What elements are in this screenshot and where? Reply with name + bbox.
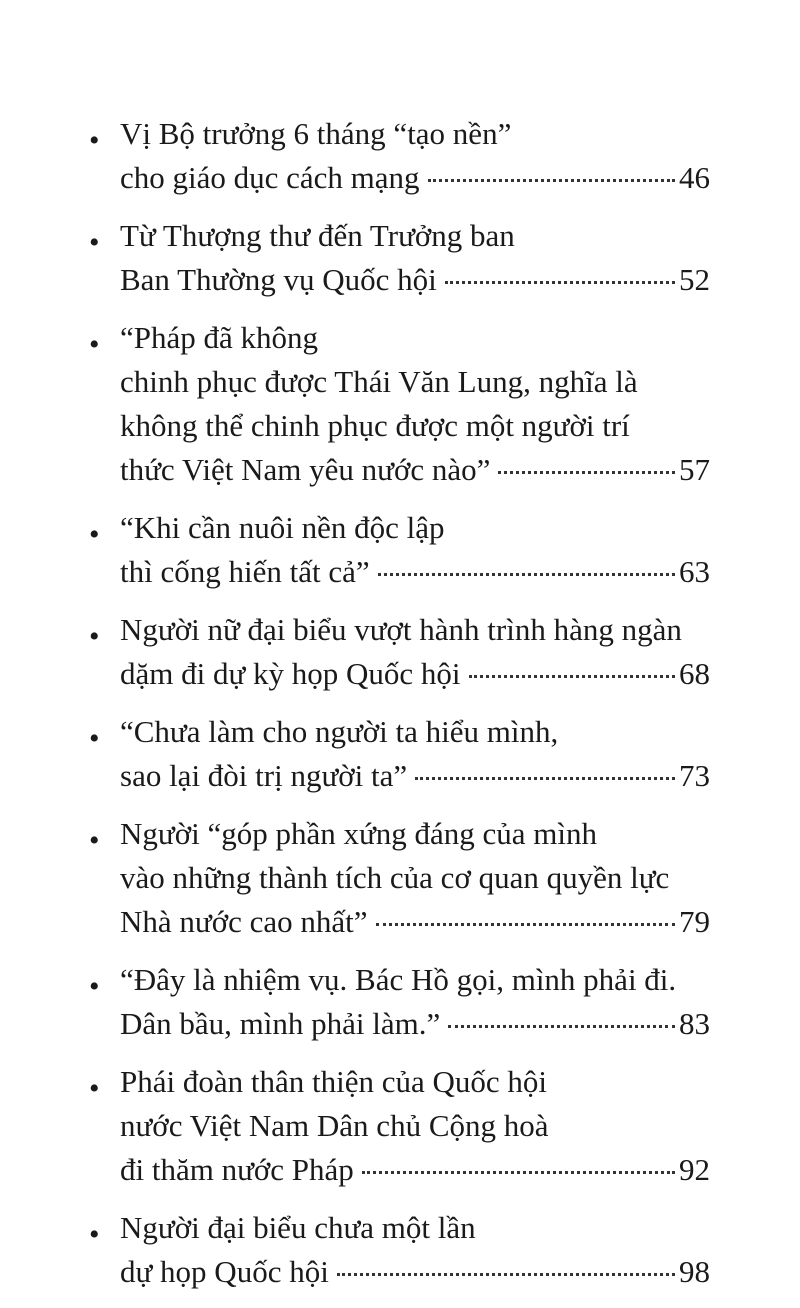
entry-title-line: đi thăm nước Pháp — [120, 1152, 354, 1187]
dot-leader — [376, 923, 675, 926]
toc-entry[interactable] — [89, 958, 710, 1046]
dot-leader — [445, 281, 675, 284]
toc-entry[interactable] — [89, 608, 710, 696]
toc-entry[interactable] — [89, 710, 710, 798]
dot-leader — [469, 675, 675, 678]
entry-title-line: Người đại biểu chưa một lần — [120, 1210, 476, 1245]
bullet-icon: • — [89, 1072, 100, 1105]
page-number: 92 — [679, 1152, 710, 1187]
bullet-icon: • — [89, 620, 100, 653]
dot-leader — [337, 1273, 675, 1276]
toc-entry[interactable] — [89, 1206, 710, 1294]
bullet-icon: • — [89, 722, 100, 755]
bullet-icon: • — [89, 1218, 100, 1251]
entry-title-line: nước Việt Nam Dân chủ Cộng hoà — [120, 1108, 549, 1143]
entry-title-line: Dân bầu, mình phải làm.” — [120, 1006, 441, 1041]
entry-title-line: Người nữ đại biểu vượt hành trình hàng ngàn — [120, 612, 682, 647]
table-of-contents — [89, 112, 710, 1308]
entry-title-line: thức Việt Nam yêu nước nào” — [120, 452, 491, 487]
entry-title-line: cho giáo dục cách mạng — [120, 160, 420, 195]
entry-title-line: “Đây là nhiệm vụ. Bác Hồ gọi, mình phải đi. — [120, 962, 677, 997]
page-number: 79 — [679, 904, 710, 939]
entry-title-line: Phái đoàn thân thiện của Quốc hội — [120, 1064, 548, 1099]
dot-leader — [415, 777, 675, 780]
bullet-icon: • — [89, 226, 100, 259]
entry-title-line: chinh phục được Thái Văn Lung, nghĩa là — [120, 364, 638, 399]
entry-title-line: sao lại đòi trị người ta” — [120, 758, 408, 793]
dot-leader — [362, 1171, 675, 1174]
toc-entry[interactable] — [89, 1060, 710, 1192]
dot-leader — [378, 573, 675, 576]
dot-leader — [428, 179, 675, 182]
bullet-icon: • — [89, 124, 100, 157]
page-number: 63 — [679, 554, 710, 589]
entry-title-line: “Pháp đã không — [120, 320, 319, 355]
page-number: 68 — [679, 656, 710, 691]
entry-title-line: không thể chinh phục được một người trí — [120, 408, 630, 443]
page-number: 46 — [679, 160, 710, 195]
page-number: 52 — [679, 262, 710, 297]
toc-entry[interactable] — [89, 316, 710, 492]
entry-title-line: dặm đi dự kỳ họp Quốc hội — [120, 656, 461, 691]
toc-entry[interactable] — [89, 112, 710, 200]
toc-entry[interactable] — [89, 812, 710, 944]
entry-title-line: Nhà nước cao nhất” — [120, 904, 368, 939]
entry-title-line: thì cống hiến tất cả” — [120, 554, 370, 589]
page-number: 73 — [679, 758, 710, 793]
entry-title-line: “Khi cần nuôi nền độc lập — [120, 510, 445, 545]
entry-title-line: “Chưa làm cho người ta hiểu mình, — [120, 714, 559, 749]
bullet-icon: • — [89, 518, 100, 551]
entry-title-line: dự họp Quốc hội — [120, 1254, 329, 1289]
toc-entry[interactable] — [89, 506, 710, 594]
page-number: 83 — [679, 1006, 710, 1041]
dot-leader — [498, 471, 675, 474]
toc-entry[interactable] — [89, 214, 710, 302]
bullet-icon: • — [89, 970, 100, 1003]
page-number: 98 — [679, 1254, 710, 1289]
bullet-icon: • — [89, 328, 100, 361]
page-number: 57 — [679, 452, 710, 487]
entry-title-line: vào những thành tích của cơ quan quyền lực — [120, 860, 670, 895]
entry-title-line: Từ Thượng thư đến Trưởng ban — [120, 218, 515, 253]
bullet-icon: • — [89, 824, 100, 857]
dot-leader — [448, 1025, 675, 1028]
entry-title-line: Ban Thường vụ Quốc hội — [120, 262, 437, 297]
entry-title-line: Vị Bộ trưởng 6 tháng “tạo nền” — [120, 116, 512, 151]
entry-title-line: Người “góp phần xứng đáng của mình — [120, 816, 598, 851]
